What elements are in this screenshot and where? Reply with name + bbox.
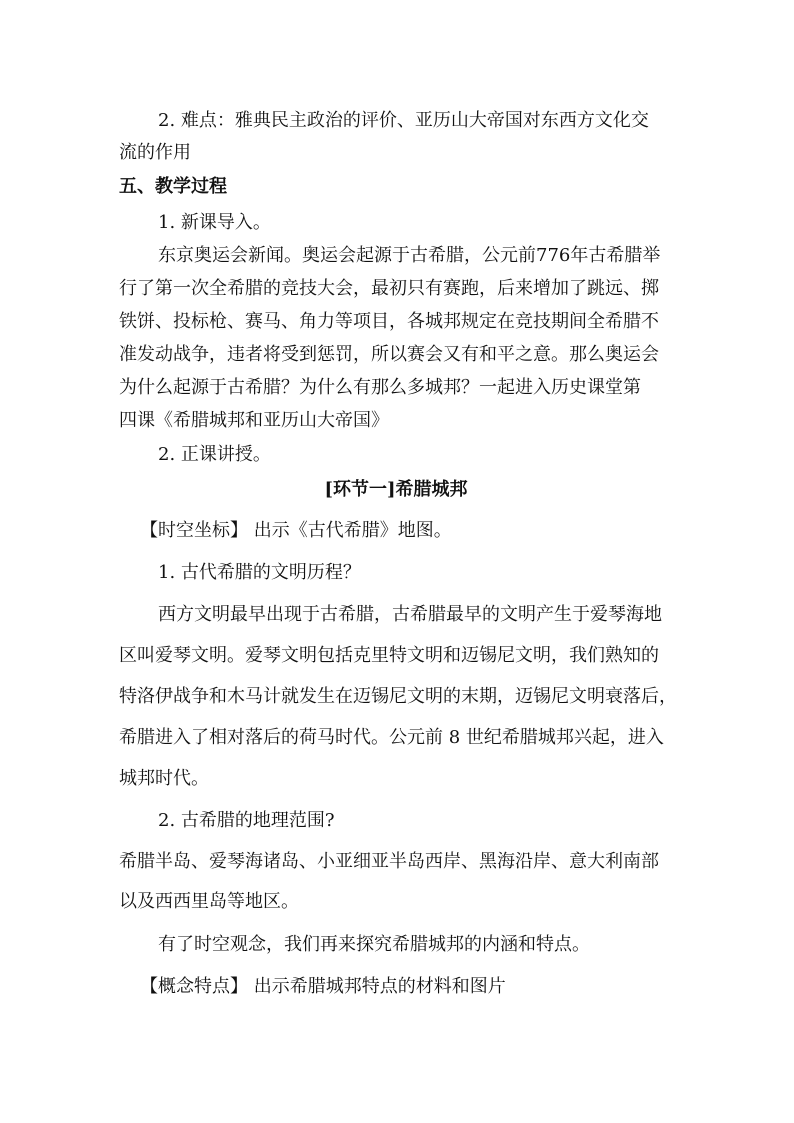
concept-line: 【概念特点】 出示希腊城邦特点的材料和图片 (140, 976, 506, 997)
intro-line-3: 铁饼、投标枪、赛马、角力等项目，各城邦规定在竞技期间全希腊不 (119, 311, 659, 332)
difficulty-line-2: 流的作用 (119, 142, 191, 163)
transition-line: 有了时空观念，我们再来探究希腊城邦的内涵和特点。 (158, 934, 590, 955)
intro-line-2: 行了第一次全希腊的竞技大会，最初只有赛跑，后来增加了跳远、掷 (119, 278, 659, 299)
intro-line-5: 为什么起源于古希腊？为什么有那么多城邦？一起进入历史课堂第 (119, 377, 641, 398)
intro-line-6: 四课《希腊城邦和亚历山大帝国》 (119, 410, 389, 431)
civ-line-5: 城邦时代。 (119, 768, 209, 789)
step-2: 2. 正课讲授。 (158, 444, 271, 465)
civ-line-1: 西方文明最早出现于古希腊，古希腊最早的文明产生于爱琴海地 (158, 604, 662, 625)
intro-line-4: 准发动战争，违者将受到惩罚，所以赛会又有和平之意。那么奥运会 (119, 344, 659, 365)
civ-line-2: 区叫爱琴文明。爱琴文明包括克里特文明和迈锡尼文明，我们熟知的 (119, 645, 659, 666)
question-2: 2. 古希腊的地理范围? (158, 810, 335, 831)
question-1: 1. 古代希腊的文明历程？ (158, 562, 361, 583)
link-heading: [环节一]希腊城邦 (324, 479, 468, 500)
civ-line-4: 希腊进入了相对落后的荷马时代。公元前 8 世纪希腊城邦兴起，进入 (119, 727, 664, 748)
difficulty-line-1: 2. 难点：雅典民主政治的评价、亚历山大帝国对东西方文化交 (158, 110, 649, 131)
spacetime-line: 【时空坐标】 出示《古代希腊》地图。 (140, 520, 452, 541)
section-heading: 五、教学过程 (119, 176, 227, 197)
step-1: 1. 新课导入。 (158, 212, 271, 233)
civ-line-3: 特洛伊战争和木马计就发生在迈锡尼文明的末期，迈锡尼文明衰落后， (119, 686, 677, 707)
geo-line-1: 希腊半岛、爱琴海诸岛、小亚细亚半岛西岸、黑海沿岸、意大利南部 (119, 851, 659, 872)
geo-line-2: 以及西西里岛等地区。 (119, 891, 299, 912)
intro-line-1: 东京奥运会新闻。奥运会起源于古希腊，公元前776年古希腊举 (158, 245, 661, 266)
